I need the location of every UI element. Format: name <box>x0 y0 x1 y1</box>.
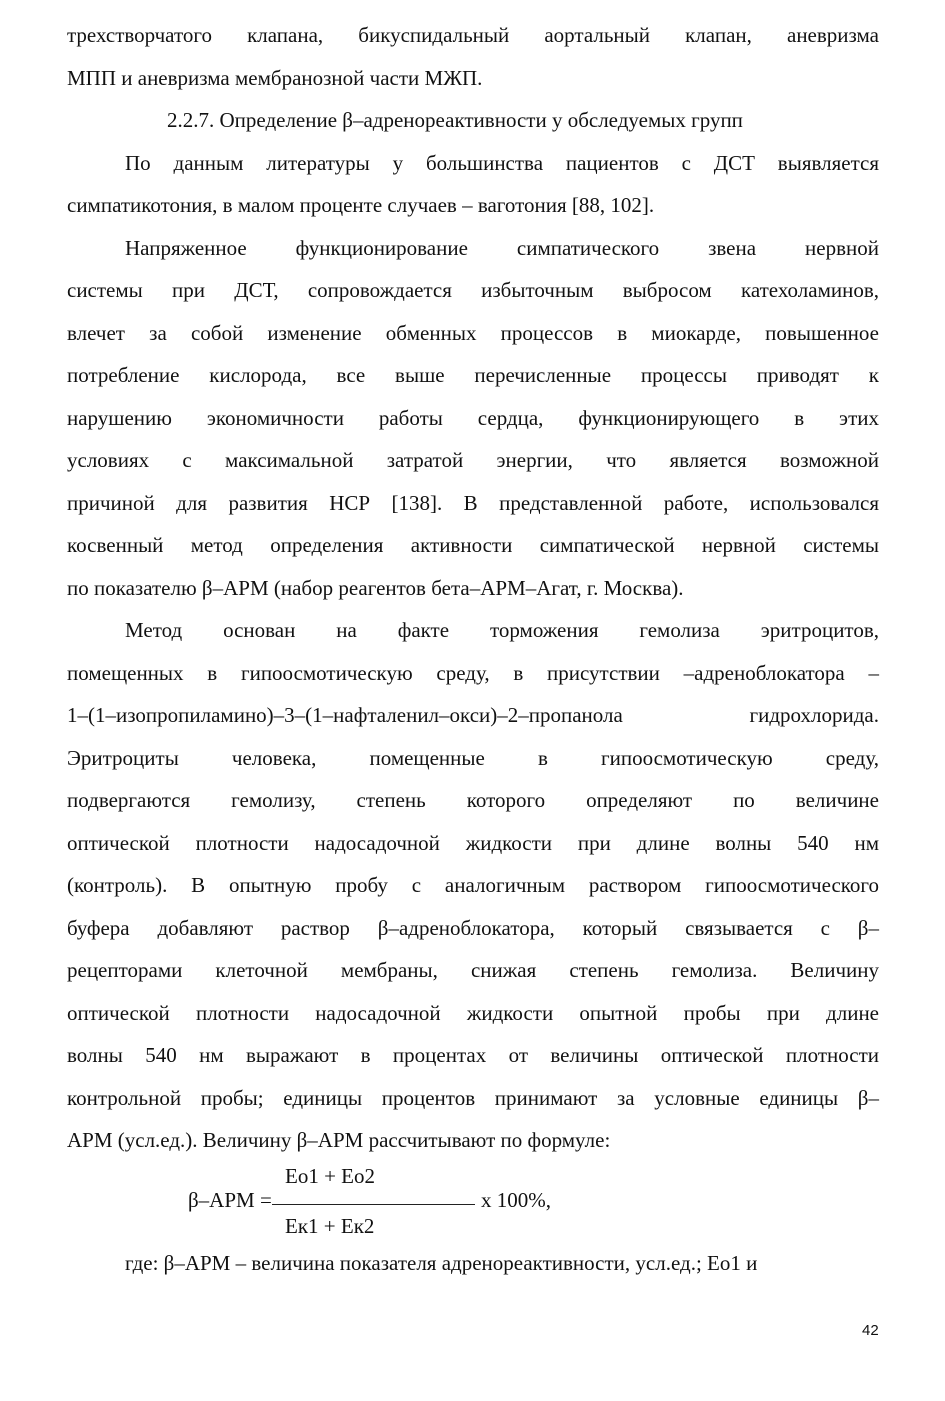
text-line: трехстворчатого клапана, бикуспидальный аортальный клапан, аневризма <box>67 23 879 47</box>
page-number: 42 <box>862 1322 879 1339</box>
text-line: подвергаются гемолизу, степень которого определяют по величине <box>67 788 879 812</box>
formula-numerator: Ео1 + Ео2 <box>285 1163 375 1188</box>
formula-multiplier: х 100%, <box>481 1187 551 1212</box>
paragraph-3 <box>67 609 879 1162</box>
paragraph-2 <box>67 227 879 610</box>
paragraph-continued <box>67 14 879 99</box>
document-page <box>67 14 879 1284</box>
text-line: помещенных в гипоосмотическую среду, в присутствии –адреноблокатора – <box>67 660 879 685</box>
formula-lhs: β–АРМ = <box>188 1187 272 1212</box>
formula-denominator: Ек1 + Ек2 <box>285 1213 375 1238</box>
text-line: системы при ДСТ, сопровождается избыточным выбросом катехоламинов, <box>67 278 879 302</box>
text-line: волны 540 нм выражают в процентах от величины оптической плотности <box>67 1043 879 1067</box>
formula <box>67 1164 879 1242</box>
text-line: рецепторами клеточной мембраны, снижая степень гемолиза. Величину <box>67 958 879 982</box>
text-line: нарушению экономичности работы сердца, функционирующего в этих <box>67 405 879 430</box>
text-line: влечет за собой изменение обменных процессов в миокарде, повышенное <box>67 320 879 345</box>
paragraph-1 <box>67 142 879 227</box>
fraction-bar <box>272 1204 475 1205</box>
text-line: потребление кислорода, все выше перечисленные процессы приводят к <box>67 363 879 387</box>
section-heading: 2.2.7. Определение β–адренореактивности у обследуемых групп <box>167 108 743 132</box>
text-line: (контроль). В опытную пробу с аналогичным раствором гипоосмотического <box>67 873 879 897</box>
text-line: оптической плотности надосадочной жидкости опытной пробы при длине <box>67 1000 879 1025</box>
text-line: оптической плотности надосадочной жидкости при длине волны 540 нм <box>67 830 879 855</box>
text-line: АРМ (усл.ед.). Величину β–АРМ рассчитывают по формуле: <box>67 1128 611 1152</box>
text-line: По данным литературы у большинства пациентов с ДСТ выявляется <box>125 150 879 175</box>
text-line: причиной для развития НСР [138]. В представленной работе, использовался <box>67 490 879 515</box>
text-line: косвенный метод определения активности симпатической нервной системы <box>67 533 879 557</box>
text-line: контрольной пробы; единицы процентов принимают за условные единицы β– <box>67 1085 879 1110</box>
where-line: где: β–АРМ – величина показателя адренореактивности, усл.ед.; Ео1 и <box>125 1250 758 1275</box>
text-line: Метод основан на факте торможения гемолиза эритроцитов, <box>125 618 879 642</box>
text-line: симпатикотония, в малом проценте случаев – ваготония [88, 102]. <box>67 193 655 217</box>
text-line: по показателю β–АРМ (набор реагентов бета–АРМ–Агат, г. Москва). <box>67 575 684 600</box>
text-line: Напряженное функционирование симпатического звена нервной <box>125 235 879 260</box>
text-line: МПП и аневризма мембранозной части МЖП. <box>67 65 483 90</box>
text-line: буфера добавляют раствор β–адреноблокатора, который связывается с β– <box>67 915 879 940</box>
text-line: условиях с максимальной затратой энергии, что является возможной <box>67 448 879 472</box>
text-line: 1–(1–изопропиламино)–3–(1–нафталенил–окси)–2–пропанола гидрохлорида. <box>67 703 879 727</box>
text-line: Эритроциты человека, помещенные в гипоосмотическую среду, <box>67 745 879 770</box>
